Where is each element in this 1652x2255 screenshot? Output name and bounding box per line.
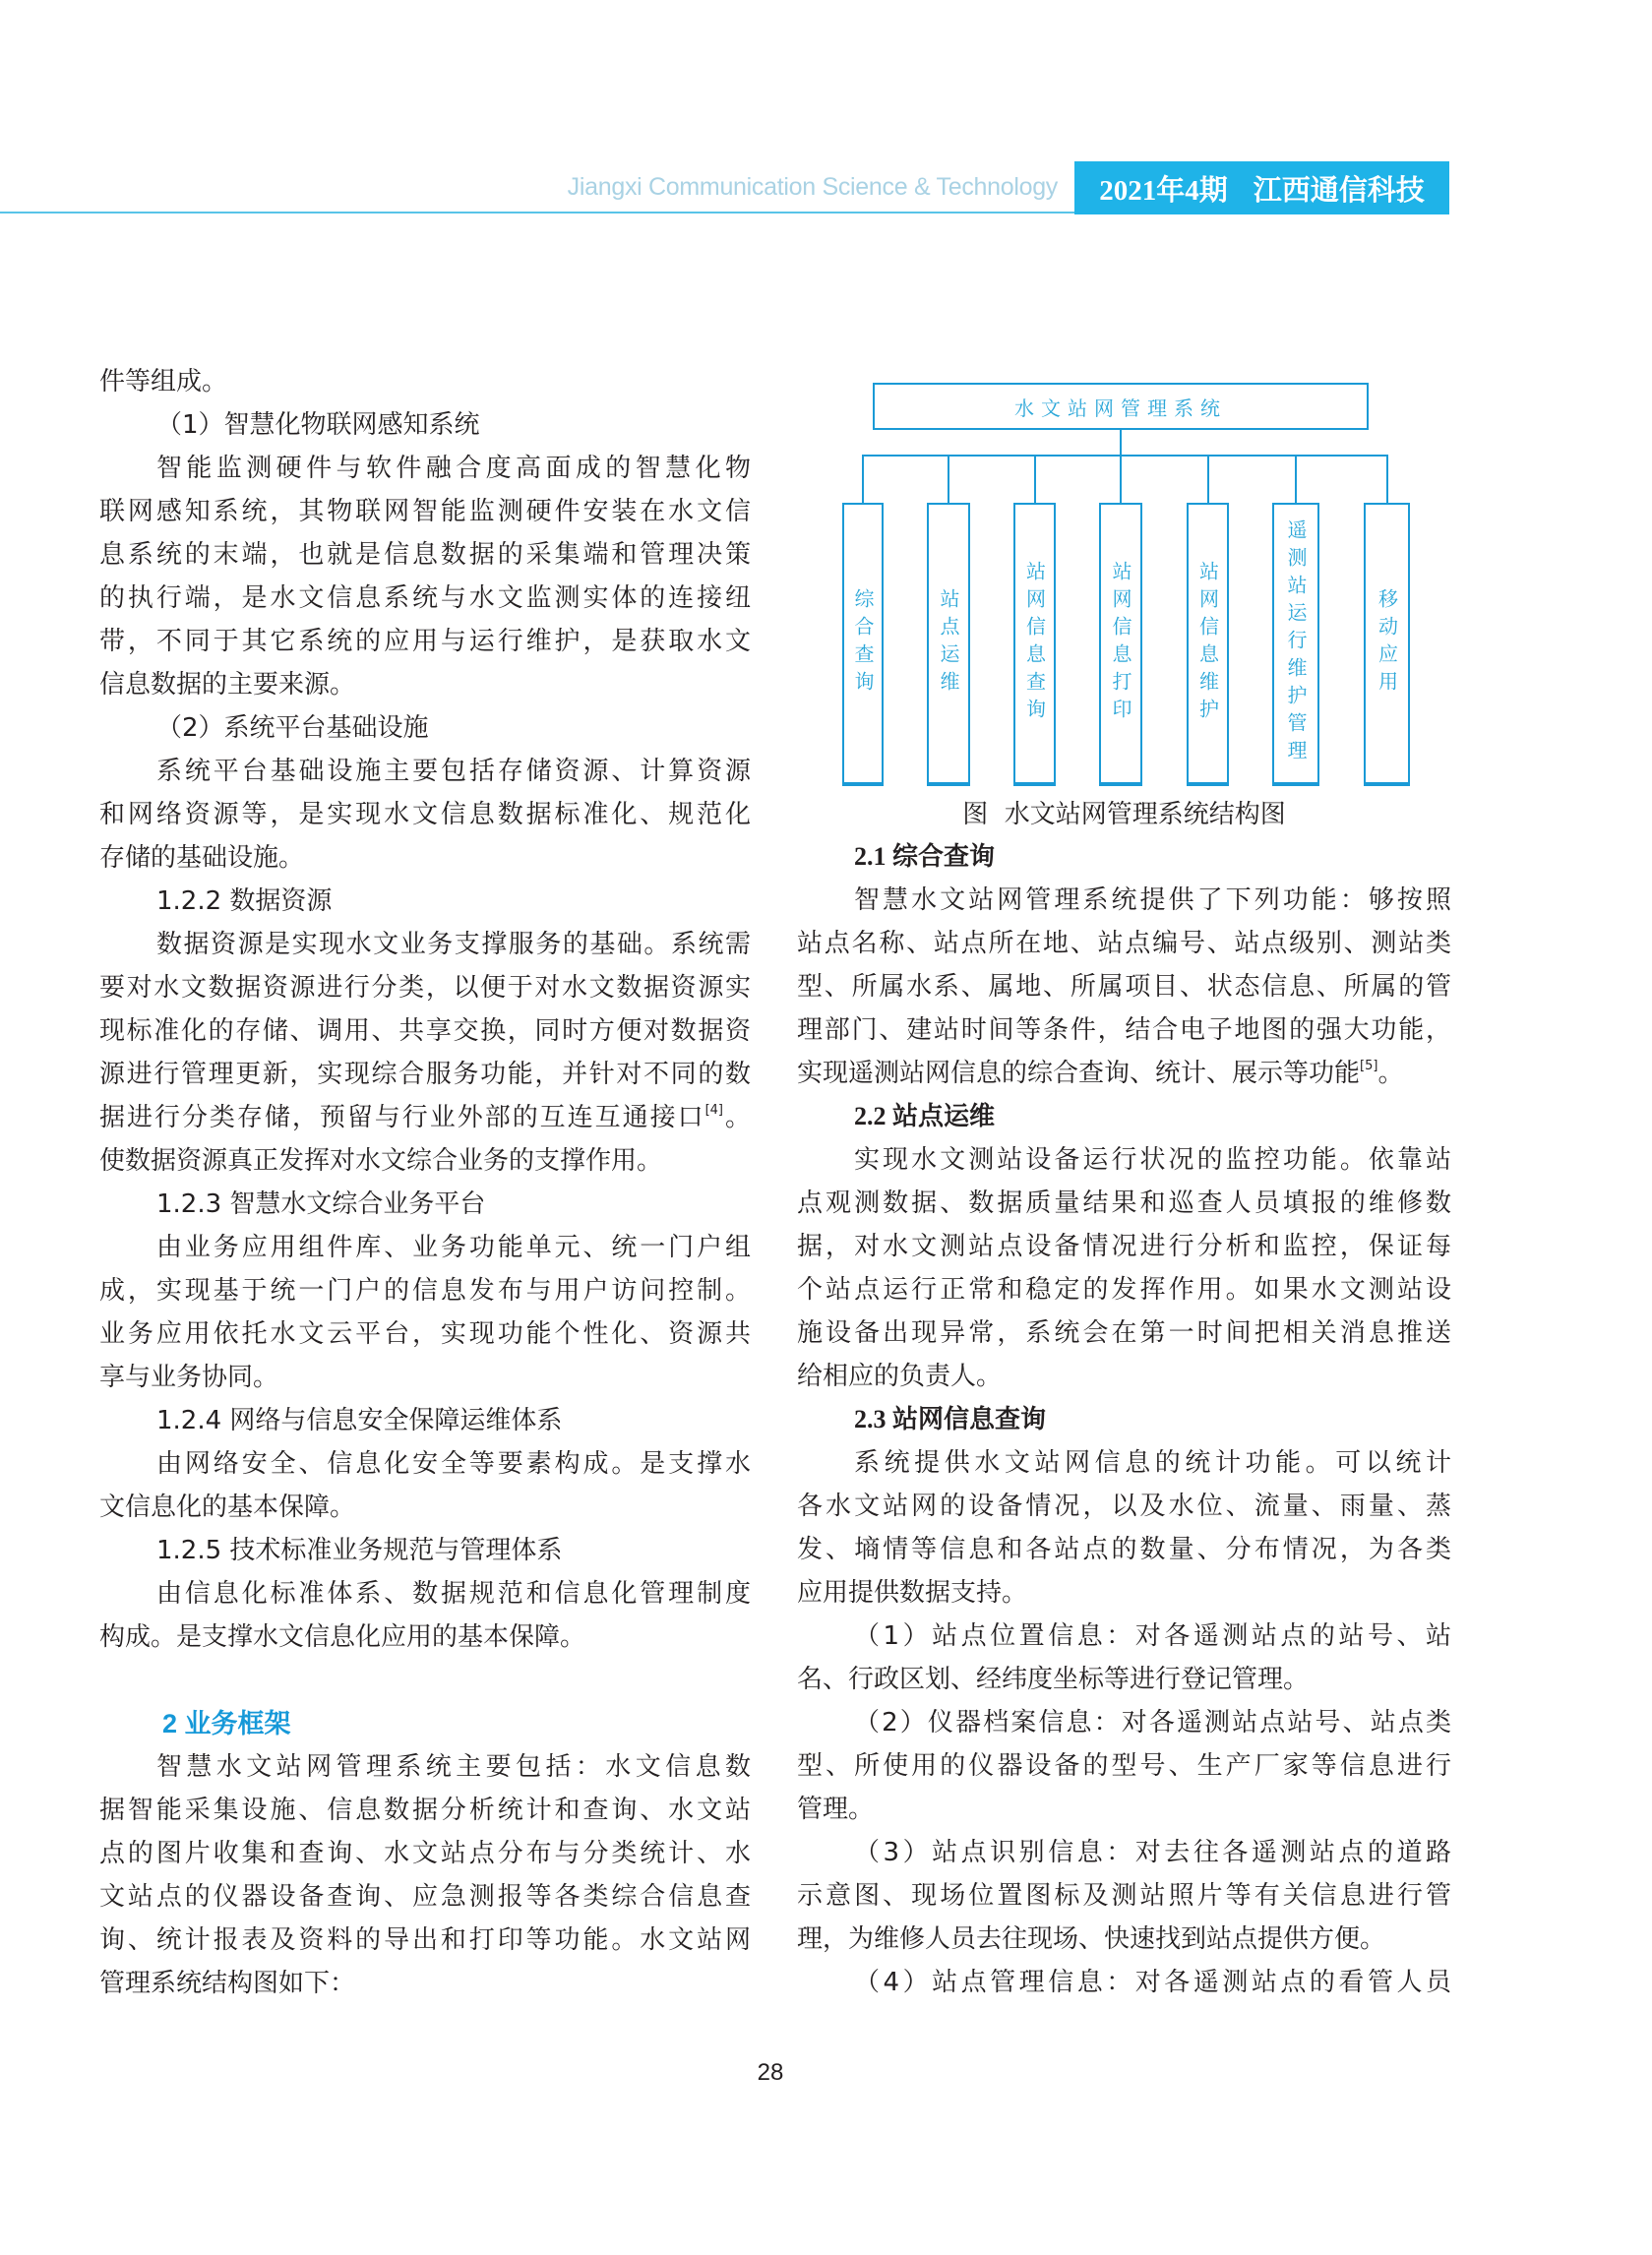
page-number: 28 <box>757 2059 784 2086</box>
line-text: 信息数据的主要来源。 <box>99 670 356 700</box>
line-text: 和网络资源等，是实现水文信息数据标准化、规范化 <box>99 800 751 829</box>
line-text: 的执行端，是水文信息系统与水文监测实体的连接纽 <box>99 583 751 613</box>
diagram-child-node <box>1013 503 1056 786</box>
line-text: 理，为维修人员去往现场、快速找到站点提供方便。 <box>797 1924 1386 1954</box>
section-heading <box>99 1702 751 1745</box>
text-line <box>99 1442 751 1486</box>
line-text: 现标准化的存储、调用、共享交换，同时方便对数据资 <box>99 1016 751 1046</box>
text-line <box>797 1788 1451 1831</box>
text-line <box>797 1182 1451 1225</box>
line-text: 智能监测硬件与软件融合度高面成的智慧化物 <box>156 454 751 483</box>
citation-superscript: [5] <box>1360 1059 1378 1073</box>
text-line <box>99 880 751 923</box>
diagram-connector-line <box>1034 456 1036 503</box>
line-text: 要对水文数据资源进行分类，以便于对水文数据资源实 <box>99 973 751 1003</box>
line-text: 施设备出现异常，系统会在第一时间把相关消息推送 <box>797 1318 1451 1348</box>
line-text: 由信息化标准体系、数据规范和信息化管理制度 <box>156 1579 751 1609</box>
line-text: 联网感知系统，其物联网智能监测硬件安装在水文信 <box>99 497 751 526</box>
text-line <box>99 1875 751 1919</box>
text-line <box>99 1919 751 1962</box>
diagram-child-node <box>1364 503 1410 786</box>
line-text: 型、所使用的仪器设备的型号、生产厂家等信息进行 <box>797 1751 1451 1781</box>
text-line <box>797 1701 1451 1744</box>
text-line <box>99 577 751 620</box>
citation-superscript: [4] <box>704 1103 723 1118</box>
line-text: 据进行分类存储，预留与行业外部的互连互通接口 <box>99 1103 705 1132</box>
text-line <box>99 1226 751 1269</box>
line-text: 智慧水文站网管理系统提供了下列功能：够按照 <box>854 885 1451 915</box>
text-line <box>797 1528 1451 1571</box>
diagram-root-node <box>873 383 1369 430</box>
text-line <box>99 966 751 1009</box>
line-text-tail: 。 <box>723 1103 751 1132</box>
line-text: 点的图片收集和查询、水文站点分布与分类统计、水 <box>99 1839 751 1868</box>
text-line <box>99 1096 751 1139</box>
journal-english-title: Jiangxi Communication Science & Technology <box>567 173 1058 201</box>
line-text: 应用提供数据支持。 <box>797 1578 1028 1608</box>
line-text: 1.2.3 智慧水文综合业务平台 <box>156 1189 486 1219</box>
line-text: 名、行政区划、经纬度坐标等进行登记管理。 <box>797 1665 1310 1694</box>
line-text: （3）站点识别信息：对去往各遥测站点的道路 <box>854 1838 1451 1867</box>
text-line <box>99 1399 751 1442</box>
subsection-heading <box>797 1095 1451 1138</box>
line-text: 管理系统结构图如下： <box>99 1969 356 1998</box>
text-line <box>99 403 751 447</box>
line-text: （1）智慧化物联网感知系统 <box>156 410 480 440</box>
diagram-node-label: 综合查询 <box>851 588 875 699</box>
diagram-child-node <box>927 503 970 786</box>
text-line <box>99 706 751 750</box>
text-line <box>797 1138 1451 1182</box>
line-text: 使数据资源真正发挥对水文综合业务的支撑作用。 <box>99 1146 663 1176</box>
subsection-heading <box>797 1398 1451 1441</box>
diagram-connector-line <box>862 456 864 503</box>
text-line <box>797 1268 1451 1311</box>
text-line <box>99 1183 751 1226</box>
line-text: 型、所属水系、属地、所属项目、状态信息、所属的管 <box>797 972 1451 1002</box>
text-line <box>99 1745 751 1789</box>
line-text: 实现遥测站网信息的综合查询、统计、展示等功能 <box>797 1059 1361 1088</box>
text-line <box>797 1311 1451 1355</box>
subsection-heading <box>797 835 1451 879</box>
line-text: 由业务应用组件库、业务功能单元、统一门户组 <box>156 1233 751 1262</box>
line-text: （2）仪器档案信息：对各遥测站点站号、站点类 <box>854 1708 1451 1737</box>
diagram-trunk-line <box>1120 430 1122 456</box>
line-text: 文信息化的基本保障。 <box>99 1493 356 1522</box>
diagram-node-label: 站网信息维护 <box>1195 561 1220 726</box>
text-line <box>99 360 751 403</box>
line-text: 各水文站网的设备情况，以及水位、流量、雨量、蒸 <box>797 1492 1451 1521</box>
diagram-child-node <box>1272 503 1319 786</box>
line-text: 2.1 综合查询 <box>854 842 996 871</box>
line-text: 享与业务协同。 <box>99 1363 279 1392</box>
line-text: 2 业务框架 <box>162 1709 291 1738</box>
line-text: 发、墒情等信息和各站点的数量、分布情况，为各类 <box>797 1535 1451 1564</box>
diagram-connector-line <box>1386 456 1388 503</box>
text-line <box>797 1744 1451 1788</box>
text-line <box>797 1052 1451 1095</box>
text-line <box>99 1009 751 1053</box>
figure-caption: 图 水文站网管理系统结构图 <box>962 800 1286 829</box>
text-line <box>797 1008 1451 1052</box>
text-line <box>797 1355 1451 1398</box>
text-line <box>797 1571 1451 1615</box>
journal-chinese-title: 江西通信科技 <box>1253 174 1425 207</box>
line-text: 1.2.2 数据资源 <box>156 886 333 916</box>
text-line <box>99 663 751 706</box>
text-line <box>797 1658 1451 1701</box>
line-text: 1.2.4 网络与信息安全保障运维体系 <box>156 1406 563 1435</box>
text-line <box>99 1529 751 1572</box>
diagram-node-label: 移动应用 <box>1375 588 1399 699</box>
text-line <box>99 1269 751 1312</box>
text-line <box>99 1486 751 1529</box>
line-text: 2.3 站网信息查询 <box>854 1405 1047 1433</box>
line-text-tail: 。 <box>1377 1059 1404 1088</box>
line-text: 数据资源是实现水文业务支撑服务的基础。系统需 <box>156 930 751 959</box>
text-line <box>797 1441 1451 1485</box>
text-line <box>99 620 751 663</box>
line-text: 2.2 站点运维 <box>854 1102 996 1130</box>
text-line <box>99 793 751 836</box>
line-text: 实现水文测站设备运行状况的监控功能。依靠站 <box>854 1145 1451 1175</box>
text-line <box>99 1789 751 1832</box>
text-line <box>797 965 1451 1008</box>
diagram-node-label: 站网信息查询 <box>1022 561 1047 726</box>
line-text: 构成。是支撑水文信息化应用的基本保障。 <box>99 1622 586 1652</box>
line-text: 理部门、建站时间等条件，结合电子地图的强大功能， <box>797 1015 1451 1045</box>
line-text: 询、统计报表及资料的导出和打印等功能。水文站网 <box>99 1925 751 1955</box>
line-text: 存储的基础设施。 <box>99 843 305 873</box>
line-text: 由网络安全、信息化安全等要素构成。是支撑水 <box>156 1449 751 1479</box>
journal-issue-banner <box>1074 161 1449 214</box>
line-text: 业务应用依托水文云平台，实现功能个性化、资源共 <box>99 1319 751 1349</box>
text-line <box>797 922 1451 965</box>
text-line <box>99 750 751 793</box>
line-text: 据智能采集设施、信息数据分析统计和查询、水文站 <box>99 1796 751 1825</box>
text-line <box>797 1874 1451 1918</box>
line-text: 个站点运行正常和稳定的发挥作用。如果水文测站设 <box>797 1275 1451 1305</box>
diagram-connector-line <box>1207 456 1209 503</box>
diagram-node-label: 站点运维 <box>937 588 960 699</box>
diagram-child-node <box>1187 503 1229 786</box>
text-line <box>99 490 751 533</box>
line-text: 系统平台基础设施主要包括存储资源、计算资源 <box>156 757 751 786</box>
line-text: 文站点的仪器设备查询、应急测报等各类综合信息查 <box>99 1882 751 1912</box>
diagram-connector-line <box>948 456 949 503</box>
text-line <box>99 1312 751 1356</box>
diagram-child-node <box>1099 503 1142 786</box>
text-line <box>99 1572 751 1615</box>
text-line <box>797 1615 1451 1658</box>
diagram-connector-line <box>1120 456 1122 503</box>
line-text: （1）站点位置信息：对各遥测站点的站号、站 <box>854 1621 1451 1651</box>
line-text: 站点名称、站点所在地、站点编号、站点级别、测站类 <box>797 929 1451 958</box>
text-line <box>99 1962 751 2005</box>
line-text: （4）站点管理信息：对各遥测站点的看管人员 <box>854 1968 1451 1997</box>
diagram-node-label: 站网信息打印 <box>1109 561 1132 726</box>
text-line <box>797 879 1451 922</box>
text-line <box>99 1053 751 1096</box>
text-line <box>99 923 751 966</box>
text-line <box>99 836 751 880</box>
text-line <box>797 1831 1451 1874</box>
diagram-node-label: 遥测站运行维护管理 <box>1284 519 1308 767</box>
text-line <box>99 533 751 577</box>
text-line <box>99 1356 751 1399</box>
line-text: 1.2.5 技术标准业务规范与管理体系 <box>156 1536 563 1565</box>
line-text: 带，不同于其它系统的应用与运行维护，是获取水文 <box>99 627 751 656</box>
line-text: 系统提供水文站网信息的统计功能。可以统计 <box>854 1448 1451 1478</box>
line-text: 示意图、现场位置图标及测站照片等有关信息进行管 <box>797 1881 1451 1911</box>
line-text: 源进行管理更新，实现综合服务功能，并针对不同的数 <box>99 1060 751 1089</box>
text-line <box>99 447 751 490</box>
line-text: 点观测数据、数据质量结果和巡查人员填报的维修数 <box>797 1188 1451 1218</box>
diagram-branch-line <box>862 455 1388 457</box>
line-text: 成，实现基于统一门户的信息发布与用户访问控制。 <box>99 1276 751 1306</box>
line-text: 息系统的末端，也就是信息数据的采集端和管理决策 <box>99 540 751 570</box>
text-line <box>99 1139 751 1183</box>
text-line <box>99 1832 751 1875</box>
issue-label: 2021年4期 <box>1099 174 1228 207</box>
line-text: （2）系统平台基础设施 <box>156 713 429 743</box>
text-line <box>797 1918 1451 1961</box>
diagram-connector-line <box>1295 456 1297 503</box>
diagram-root-label: 水文站网管理系统 <box>1014 396 1227 420</box>
line-text: 件等组成。 <box>99 367 228 396</box>
line-text: 据，对水文测站点设备情况进行分析和监控，保证每 <box>797 1232 1451 1261</box>
line-text: 智慧水文站网管理系统主要包括：水文信息数 <box>156 1752 751 1782</box>
header-rule <box>0 212 1075 213</box>
text-line <box>797 1225 1451 1268</box>
text-line <box>797 1485 1451 1528</box>
text-line <box>99 1615 751 1659</box>
line-text: 管理。 <box>797 1795 875 1824</box>
diagram-child-node <box>842 503 884 786</box>
text-line <box>797 1961 1451 2004</box>
line-text: 给相应的负责人。 <box>797 1362 1003 1391</box>
